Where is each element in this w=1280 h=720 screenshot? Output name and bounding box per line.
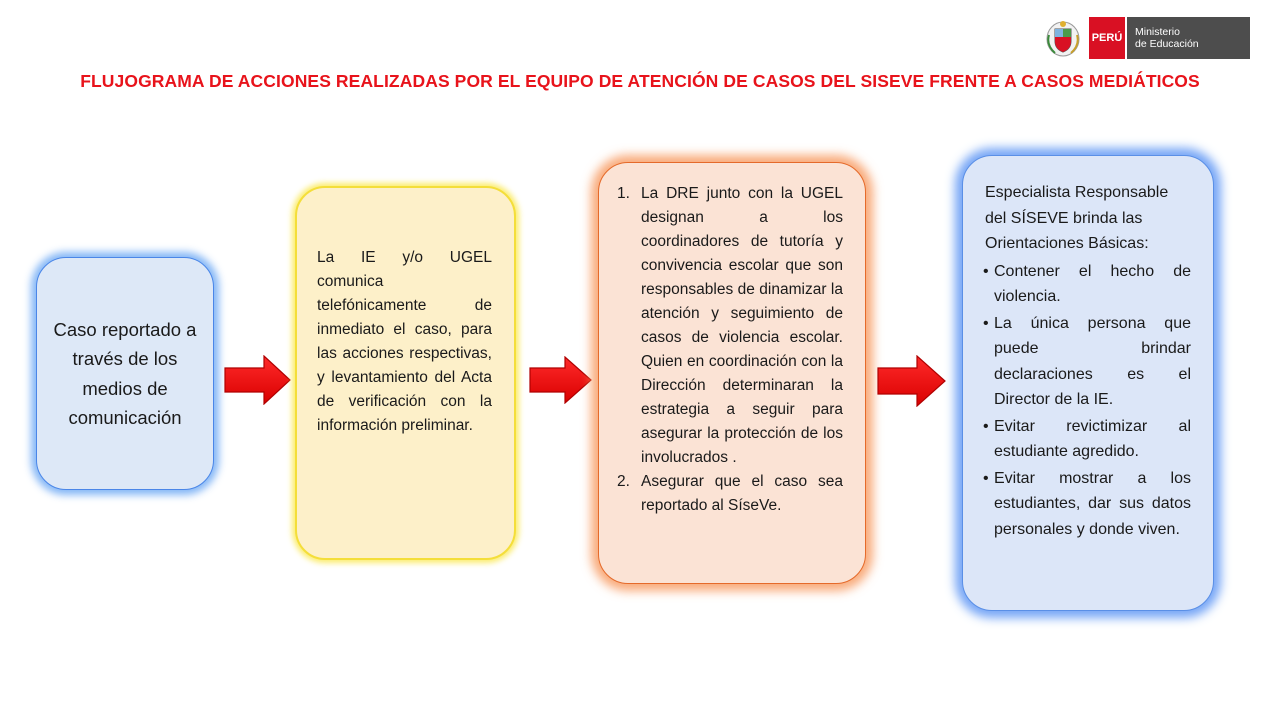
flow-step-3	[598, 162, 866, 584]
list-item-number: 2.	[617, 473, 630, 490]
list-item-text: Evitar mostrar a los estudiantes, dar sus datos personales y donde viven.	[994, 469, 1191, 538]
arrow-right-icon	[224, 355, 292, 405]
list-item	[985, 311, 1191, 413]
page-title: FLUJOGRAMA DE ACCIONES REALIZADAS POR EL EQUIPO DE ATENCIÓN DE CASOS DEL SISEVE FRENTE A CASOS MEDIÁTICOS	[80, 71, 1200, 91]
flow-step-4-list	[985, 259, 1191, 543]
bullet-icon: •	[983, 469, 989, 487]
list-item	[985, 259, 1191, 310]
list-item-text: La única persona que puede brindar declaraciones es el Director de la IE.	[994, 314, 1191, 408]
flow-step-3-list	[617, 182, 843, 518]
bullet-icon: •	[983, 262, 989, 280]
list-item	[985, 414, 1191, 465]
bullet-icon: •	[983, 314, 989, 332]
flow-step-1-text: Caso reportado a través de los medios de comunicación	[53, 318, 197, 428]
bullet-icon: •	[983, 417, 989, 435]
list-item-text: Asegurar que el caso sea reportado al SíseVe.	[641, 473, 843, 514]
list-item	[617, 470, 843, 518]
flow-step-4	[962, 155, 1214, 611]
list-item-text: Evitar revictimizar al estudiante agredido.	[994, 417, 1191, 460]
flow-step-4-intro: Especialista Responsable del SÍSEVE brinda las Orientaciones Básicas:	[985, 184, 1169, 252]
flow-step-2	[295, 186, 516, 560]
list-item-text: Contener el hecho de violencia.	[994, 262, 1191, 305]
logo-peru-label: PERÚ	[1089, 17, 1125, 59]
list-item-number: 1.	[617, 185, 630, 202]
flow-step-1	[36, 257, 214, 490]
list-item	[985, 466, 1191, 543]
list-item	[617, 182, 843, 470]
logo-ministry-line2: de Educación	[1135, 38, 1199, 50]
minedu-logo	[1045, 17, 1250, 59]
list-item-text: La DRE junto con la UGEL designan a los coordinadores de tutoría y convivencia escolar que son responsables de dinamizar la atención y seguimiento de casos de violencia escolar. Quien en coordinación con la Dirección determinaran la estrategia a seguir para asegurar la protección de los involucrados .	[641, 185, 843, 466]
arrow-right-icon	[529, 356, 593, 404]
arrow-right-icon	[877, 355, 947, 407]
logo-ministry-label	[1125, 17, 1250, 59]
coat-of-arms-icon	[1045, 17, 1081, 59]
flow-step-2-text: La IE y/o UGEL comunica telefónicamente de inmediato el caso, para las acciones respectivas, y levantamiento del Acta de verificación con la información preliminar.	[317, 249, 492, 434]
logo-ministry-line1: Ministerio	[1135, 26, 1180, 38]
